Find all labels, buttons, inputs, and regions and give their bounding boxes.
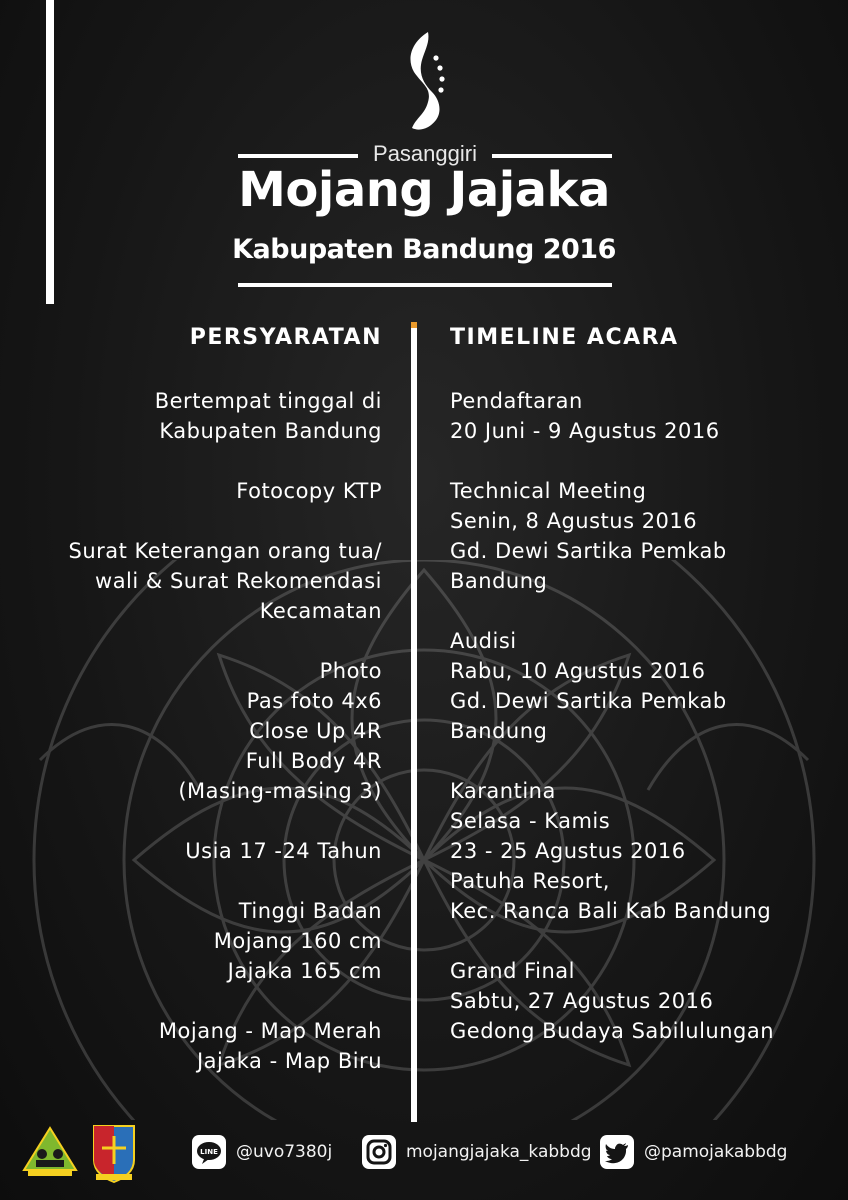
social-instagram[interactable] [362, 1134, 592, 1170]
timeline-line: Grand Final [450, 959, 575, 983]
persyaratan-line: Usia 17 -24 Tahun [185, 839, 382, 863]
timeline-list [450, 386, 840, 1076]
persyaratan-line: Tinggi Badan [238, 899, 382, 923]
persyaratan-line: Kabupaten Bandung [159, 419, 382, 443]
instagram-handle: mojangjajaka_kabbdg [406, 1142, 592, 1162]
persyaratan-line: (Masing-masing 3) [178, 779, 382, 803]
timeline-line: Pendaftaran [450, 389, 583, 413]
column-divider [411, 328, 417, 1122]
title-rule-bottom [238, 283, 612, 287]
timeline-line: Gd. Dewi Sartika Pemkab [450, 689, 727, 713]
timeline-item [450, 626, 840, 746]
persyaratan-item [2, 836, 382, 866]
timeline-line: Sabtu, 27 Agustus 2016 [450, 989, 714, 1013]
timeline-item [450, 386, 840, 446]
line-icon [192, 1135, 226, 1169]
persyaratan-item [2, 656, 382, 806]
persyaratan-item [2, 896, 382, 986]
timeline-item [450, 956, 840, 1046]
persyaratan-item [2, 476, 382, 506]
title-rule-top-left [238, 154, 358, 158]
timeline-line: Karantina [450, 779, 556, 803]
svg-text:LINE: LINE [200, 1148, 218, 1156]
calligraphy-logo-icon [398, 28, 450, 138]
persyaratan-line: Jajaka - Map Biru [196, 1049, 382, 1073]
persyaratan-item [2, 386, 382, 446]
timeline-item [450, 476, 840, 596]
persyaratan-list [2, 386, 382, 1106]
kabupaten-bandung-crest-icon [94, 1126, 134, 1182]
event-subtitle: Pasanggiri [373, 141, 477, 166]
timeline-item [450, 776, 840, 926]
persyaratan-line: Close Up 4R [249, 719, 382, 743]
timeline-line: Audisi [450, 629, 517, 653]
timeline-line: Gd. Dewi Sartika Pemkab [450, 539, 727, 563]
title-rule-top-right [492, 154, 612, 158]
persyaratan-line: Bertempat tinggal di [154, 389, 382, 413]
event-title: Mojang Jajaka [238, 162, 610, 218]
event-title-region-year: Kabupaten Bandung 2016 [232, 234, 616, 265]
timeline-line: Gedong Budaya Sabilulungan [450, 1019, 775, 1043]
social-twitter[interactable] [600, 1134, 787, 1170]
persyaratan-line: Mojang - Map Merah [158, 1019, 382, 1043]
persyaratan-line: Jajaka 165 cm [227, 959, 382, 983]
twitter-handle: @pamojakabbdg [644, 1142, 788, 1162]
timeline-line: Selasa - Kamis [450, 809, 611, 833]
persyaratan-line: wali & Surat Rekomendasi [95, 569, 382, 593]
persyaratan-line: Pas foto 4x6 [246, 689, 382, 713]
persyaratan-line: Surat Keterangan orang tua/ [68, 539, 382, 563]
persyaratan-line: Mojang 160 cm [213, 929, 382, 953]
persyaratan-line: Full Body 4R [245, 749, 382, 773]
timeline-line: Kec. Ranca Bali Kab Bandung [450, 899, 772, 923]
persyaratan-heading: PERSYARATAN [189, 325, 382, 350]
persyaratan-line: Kecamatan [259, 599, 382, 623]
timeline-line: Rabu, 10 Agustus 2016 [450, 659, 706, 683]
timeline-line: Technical Meeting [450, 479, 647, 503]
timeline-line: Bandung [450, 569, 548, 593]
sponsor-logos [18, 1120, 148, 1184]
persyaratan-item [2, 536, 382, 626]
line-handle: @uvo7380j [236, 1142, 333, 1162]
social-line[interactable] [192, 1134, 332, 1170]
persyaratan-item [2, 1016, 382, 1076]
instagram-icon [362, 1135, 396, 1169]
timeline-line: Senin, 8 Agustus 2016 [450, 509, 698, 533]
persyaratan-line: Fotocopy KTP [236, 479, 382, 503]
twitter-icon [600, 1135, 634, 1169]
timeline-line: Bandung [450, 719, 548, 743]
timeline-heading: TIMELINE ACARA [450, 325, 679, 350]
timeline-line: 20 Juni - 9 Agustus 2016 [450, 419, 720, 443]
mojang-jajaka-logo-icon [24, 1128, 76, 1176]
timeline-line: 23 - 25 Agustus 2016 [450, 839, 686, 863]
left-vertical-bar [46, 0, 54, 304]
persyaratan-line: Photo [319, 659, 382, 683]
timeline-line: Patuha Resort, [450, 869, 610, 893]
